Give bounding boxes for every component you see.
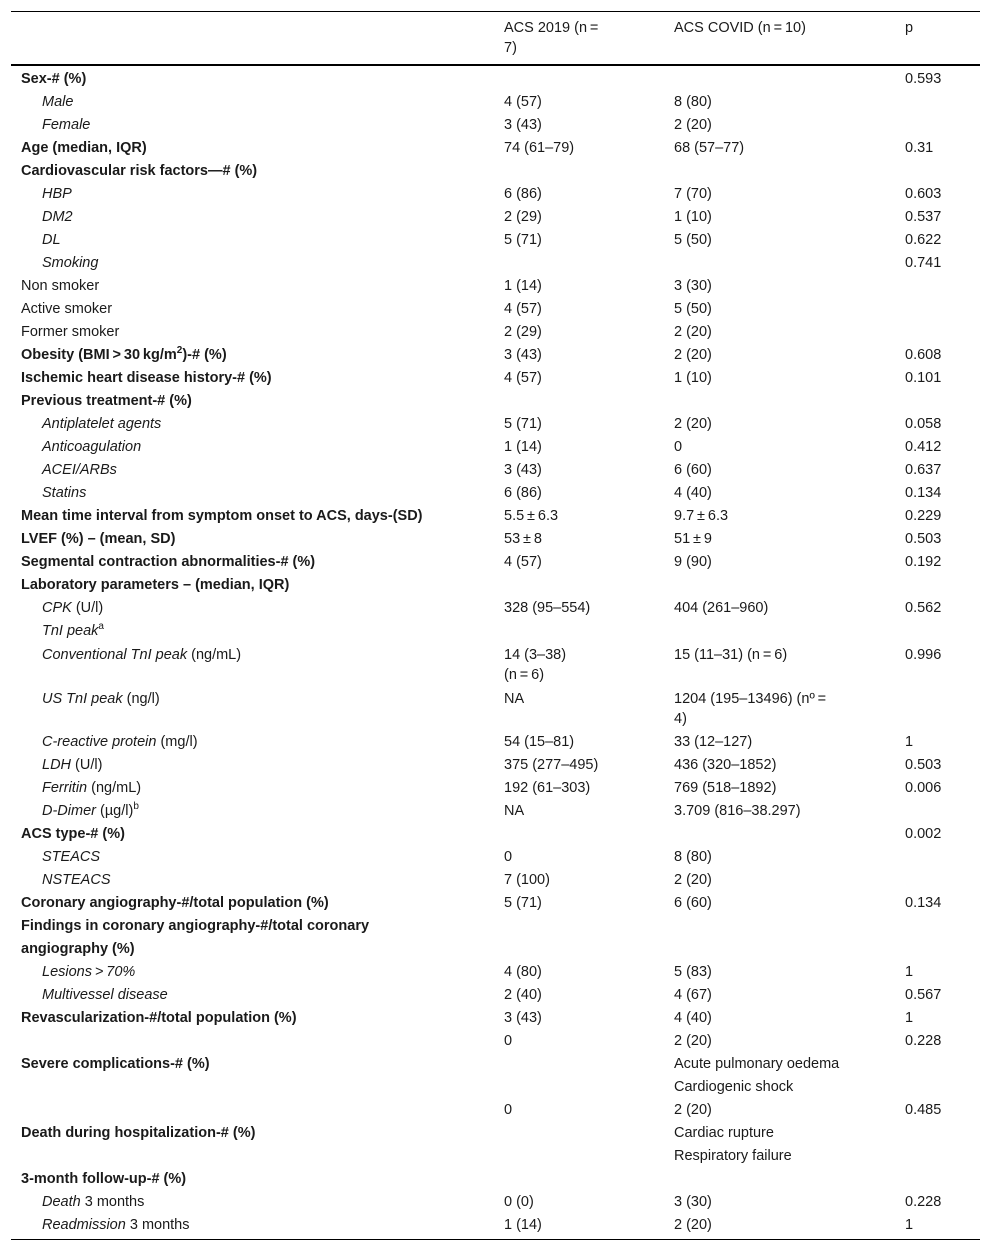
row-label: Segmental contraction abnormalities-# (%) [21,554,316,570]
acs-2019-value [494,252,664,275]
p-value [895,1122,980,1145]
table-row [11,1099,980,1122]
row-label: HBP [42,186,72,202]
acs-covid-value: 2 (20) [674,416,712,432]
table-row [11,229,980,252]
acs-covid-value: 1204 (195–13496) (nº = 4) [674,691,830,727]
header-acs-covid: ACS COVID (n = 10) [664,12,895,66]
ldh-label: LDH [42,757,72,773]
acs-2019-value: 5 (71) [504,416,542,432]
table-row [11,390,980,413]
acs-covid-value: 1 (10) [674,209,712,225]
p-value: 0.192 [905,554,942,570]
p-value [895,114,980,137]
acs-2019-value [494,620,664,643]
table-row [11,961,980,984]
row-label: Cardiovascular risk factors—# (%) [21,163,258,179]
table-row [11,643,980,687]
acs-covid-value: 2 (20) [664,1214,895,1240]
table-row [11,183,980,206]
table-row [11,413,980,436]
row-label: Active smoker [21,301,113,317]
p-value: 0.412 [905,439,942,455]
p-value: 0.31 [905,140,934,156]
p-value: 0.134 [905,895,942,911]
table-row [11,1053,980,1076]
p-value: 0.741 [905,255,942,271]
acs-covid-value [664,915,895,961]
p-value: 0.503 [905,531,942,547]
p-value: 0.058 [905,416,942,432]
acs-covid-value: 769 (518–1892) [674,780,777,796]
acs-covid-value: 0 [674,439,683,455]
p-value: 1 [905,964,914,980]
acs-2019-value [494,160,664,183]
readmission-label: Readmission [42,1217,126,1233]
row-label: LVEF (%) – (mean, SD) [21,531,176,547]
table-row [11,1191,980,1214]
acs-covid-value: 3.709 (816–38.297) [674,803,801,819]
period: 3 months [125,1217,190,1233]
table-row [11,597,980,620]
row-label: Antiplatelet agents [42,416,162,432]
acs-covid-value [664,390,895,413]
acs-2019-value: 2 (29) [504,209,542,225]
unit: (µg/l) [95,803,134,819]
row-label [11,754,494,777]
table-row [11,137,980,160]
acs-2019-value: 0 (0) [504,1194,534,1210]
acs-covid-value: 436 (320–1852) [674,757,777,773]
p-value [895,91,980,114]
p-value: 0.485 [905,1102,942,1118]
row-label: Age (median, IQR) [21,140,147,156]
header-label [11,12,494,66]
row-label [11,1099,494,1122]
acs-2019-value: 6 (86) [504,186,542,202]
row-label: Previous treatment-# (%) [21,393,192,409]
p-value [895,1168,980,1191]
acs-covid-value: Respiratory failure [674,1148,792,1164]
row-label: Revascularization-#/total population (%) [21,1010,297,1026]
acs-covid-value: 9.7 ± 6.3 [674,508,729,524]
acs-2019-value: 6 (86) [504,485,542,501]
row-label: Laboratory parameters – (median, IQR) [21,577,290,593]
acs-2019-value: NA [504,803,525,819]
p-value [895,160,980,183]
p-value: 0.567 [905,987,942,1003]
superscript: 2 [176,345,183,357]
acs-2019-value: NA [504,691,525,707]
table-row [11,206,980,229]
p-value [895,298,980,321]
table-row [11,731,980,754]
table-row [11,800,980,823]
table-row [11,1076,980,1099]
acs-2019-value: 1 (14) [494,1214,664,1240]
header-acs-2019: ACS 2019 (n = 7) [494,12,664,66]
row-label: NSTEACS [42,872,111,888]
row-label: Female [42,117,91,133]
table-row [11,321,980,344]
p-value [895,321,980,344]
table-row [11,869,980,892]
acs-covid-value: 7 (70) [674,186,712,202]
acs-2019-value: 1 (14) [504,439,542,455]
p-value: 0.562 [905,600,942,616]
p-value [895,620,980,643]
acs-covid-value [664,1168,895,1191]
acs-covid-value: 5 (50) [674,232,712,248]
row-label: Severe complications-# (%) [21,1056,210,1072]
row-label [11,643,494,687]
acs-2019-value [494,823,664,846]
row-label [11,1076,494,1099]
acs-covid-value: 68 (57–77) [674,140,745,156]
table-row [11,482,980,505]
acs-2019-value: 53 ± 8 [504,531,542,547]
table-row [11,298,980,321]
p-value: 0.006 [905,780,942,796]
row-label: Male [42,94,74,110]
table-row [11,574,980,597]
acs-2019-value: 2 (29) [504,324,542,340]
p-value: 0.593 [905,71,942,87]
row-label [11,800,494,823]
p-value: 0.002 [905,826,942,842]
p-value: 1 [905,734,914,750]
p-value: 0.603 [905,186,942,202]
p-value [895,1053,980,1076]
footnote-marker: a [98,621,104,633]
row-label: Anticoagulation [42,439,142,455]
acs-covid-value: 8 (80) [674,849,712,865]
header-p-value: p [895,12,980,66]
table-row [11,114,980,137]
row-label [11,777,494,800]
table-row [11,436,980,459]
table-row [11,1214,980,1240]
acs-covid-value: 5 (50) [674,301,712,317]
row-label: Mean time interval from symptom onset to ACS, days-(SD) [21,508,423,524]
d-dimer-label: D-Dimer [42,803,96,819]
table-row [11,620,980,643]
table-row [11,846,980,869]
table-row [11,915,980,961]
acs-2019-value [494,390,664,413]
acs-2019-value [494,1145,664,1168]
row-label: Findings in coronary angiography-#/total coronary angiography (%) [21,918,370,957]
acs-covid-value [664,252,895,275]
row-label: Sex-# (%) [21,71,87,87]
p-value: 0.637 [905,462,942,478]
acs-2019-value: 0 [504,1102,513,1118]
table-row [11,91,980,114]
row-label [11,731,494,754]
acs-covid-value: 4 (40) [674,485,712,501]
acs-2019-value: 5.5 ± 6.3 [504,508,559,524]
acs-covid-value: Cardiogenic shock [674,1079,794,1095]
row-label: 3-month follow-up-# (%) [21,1171,187,1187]
acs-covid-value: 2 (20) [674,117,712,133]
acs-covid-value: 2 (20) [674,324,712,340]
acs-2019-value: 0 [504,1033,513,1049]
table-row [11,367,980,390]
table-row [11,1030,980,1053]
acs-covid-value: 8 (80) [674,94,712,110]
p-value [895,915,980,961]
p-value: 0.608 [905,347,942,363]
row-label: STEACS [42,849,101,865]
acs-covid-value: 1 (10) [674,370,712,386]
us-tni-label: US TnI peak [42,691,123,707]
table-row [11,505,980,528]
p-value [895,846,980,869]
acs-2019-value: 5 (71) [504,232,542,248]
p-value: 0.134 [905,485,942,501]
table-row [11,459,980,482]
acs-covid-value [664,65,895,91]
row-label: Coronary angiography-#/total population (%) [21,895,329,911]
acs-covid-value: 2 (20) [674,1102,712,1118]
acs-2019-value: 192 (61–303) [504,780,591,796]
acs-covid-value: 2 (20) [674,1033,712,1049]
row-label [11,687,494,731]
acs-covid-value: 4 (40) [674,1010,712,1026]
acs-2019-value: 74 (61–79) [504,140,575,156]
row-label: DL [42,232,61,248]
row-label [11,1145,494,1168]
acs-2019-value [494,1076,664,1099]
p-value: 1 [905,1010,914,1026]
acs-covid-value: 3 (30) [674,278,712,294]
p-value [895,1076,980,1099]
table-header [11,12,980,66]
row-label [11,597,494,620]
cpk-label: CPK [42,600,72,616]
acs-2019-value: 54 (15–81) [504,734,575,750]
row-label: Former smoker [21,324,120,340]
p-value: 0.101 [905,370,942,386]
table-row [11,275,980,298]
table-row [11,687,980,731]
table-body [11,65,980,1240]
acs-2019-value: 375 (277–495) [504,757,599,773]
acs-2019-value: 0 [504,849,513,865]
p-value: 0.622 [905,232,942,248]
acs-2019-value [494,915,664,961]
acs-2019-value [494,1168,664,1191]
unit: (mg/l) [156,734,198,750]
p-value [895,1145,980,1168]
table-row [11,528,980,551]
row-label: DM2 [42,209,73,225]
acs-covid-value: 6 (60) [674,462,712,478]
obesity-label-end: )-# (%) [182,347,227,363]
acs-2019-value: 4 (57) [504,554,542,570]
p-value [895,800,980,823]
acs-2019-value: 4 (57) [504,301,542,317]
row-label: Lesions > 70% [42,964,136,980]
p-value: 0.537 [905,209,942,225]
p-value [895,275,980,298]
obesity-label-start: Obesity (BMI > 30 kg/m [21,347,177,363]
death-label: Death [42,1194,81,1210]
acs-2019-value: 4 (80) [504,964,542,980]
acs-2019-value: 4 (57) [504,94,542,110]
acs-2019-value: 3 (43) [504,347,542,363]
table-row [11,1145,980,1168]
table-row [11,892,980,915]
acs-2019-value: 1 (14) [504,278,542,294]
acs-covid-value [664,823,895,846]
acs-covid-value: 15 (11–31) (n = 6) [674,647,788,663]
unit: (ng/mL) [87,780,142,796]
acs-covid-value: Cardiac rupture [674,1125,774,1141]
acs-covid-value: 51 ± 9 [674,531,712,547]
acs-covid-value: 4 (67) [674,987,712,1003]
unit: (ng/l) [122,691,160,707]
acs-2019-value: 4 (57) [504,370,542,386]
crp-label: C-reactive protein [42,734,157,750]
acs-covid-value: 2 (20) [674,872,712,888]
table-row [11,252,980,275]
table-row [11,754,980,777]
acs-2019-value: 3 (43) [504,1010,542,1026]
acs-2019-value: 5 (71) [504,895,542,911]
ferritin-label: Ferritin [42,780,88,796]
table-row [11,1168,980,1191]
clinical-characteristics-table [11,11,980,1240]
acs-covid-value [664,620,895,643]
p-value [895,390,980,413]
table-row [11,823,980,846]
unit: (U/l) [71,757,103,773]
p-value: 0.503 [905,757,942,773]
unit: (ng/mL) [187,647,242,663]
table-row [11,1122,980,1145]
row-label [11,344,494,367]
acs-covid-value: Acute pulmonary oedema [674,1056,840,1072]
table-row [11,1007,980,1030]
row-label: Smoking [42,255,99,271]
row-label: ACEI/ARBs [42,462,117,478]
p-value: 0.229 [905,508,942,524]
row-label: Ischemic heart disease history-# (%) [21,370,272,386]
p-value: 0.228 [905,1033,942,1049]
acs-covid-value [664,160,895,183]
p-value: 0.228 [905,1194,942,1210]
p-value: 0.996 [905,647,942,663]
acs-2019-value: 7 (100) [504,872,550,888]
p-value [895,869,980,892]
acs-2019-value: 328 (95–554) [504,600,591,616]
row-label: Multivessel disease [42,987,168,1003]
acs-covid-value: 6 (60) [674,895,712,911]
row-label [11,1030,494,1053]
table-row [11,344,980,367]
acs-2019-value: 3 (43) [504,462,542,478]
row-label: ACS type-# (%) [21,826,125,842]
table-row [11,65,980,91]
unit: (U/l) [71,600,104,616]
table-row [11,984,980,1007]
p-value: 1 [895,1214,980,1240]
acs-covid-value: 404 (261–960) [674,600,769,616]
tni-peak-label: TnI peak [42,623,99,639]
acs-covid-value: 3 (30) [674,1194,712,1210]
acs-covid-value [664,574,895,597]
p-value [895,687,980,731]
acs-covid-value: 9 (90) [674,554,712,570]
conventional-tni-label: Conventional TnI peak [42,647,188,663]
period: 3 months [80,1194,145,1210]
row-label [11,620,494,643]
row-label: Death during hospitalization-# (%) [21,1125,256,1141]
acs-covid-value: 2 (20) [674,347,712,363]
header-row [11,12,980,66]
acs-2019-value [494,65,664,91]
row-label: Non smoker [21,278,100,294]
table-row [11,160,980,183]
acs-covid-value: 33 (12–127) [674,734,753,750]
row-label: Statins [42,485,87,501]
acs-2019-value [494,1053,664,1076]
row-label [11,1214,494,1240]
acs-2019-value [494,574,664,597]
row-label [11,1191,494,1214]
acs-2019-value: 2 (40) [504,987,542,1003]
acs-2019-value [494,1122,664,1145]
p-value [895,574,980,597]
footnote-marker: b [133,801,139,813]
acs-covid-value: 5 (83) [674,964,712,980]
table-row [11,551,980,574]
acs-2019-value: 3 (43) [504,117,542,133]
table-row [11,777,980,800]
acs-2019-value: 14 (3–38) (n = 6) [504,647,567,683]
